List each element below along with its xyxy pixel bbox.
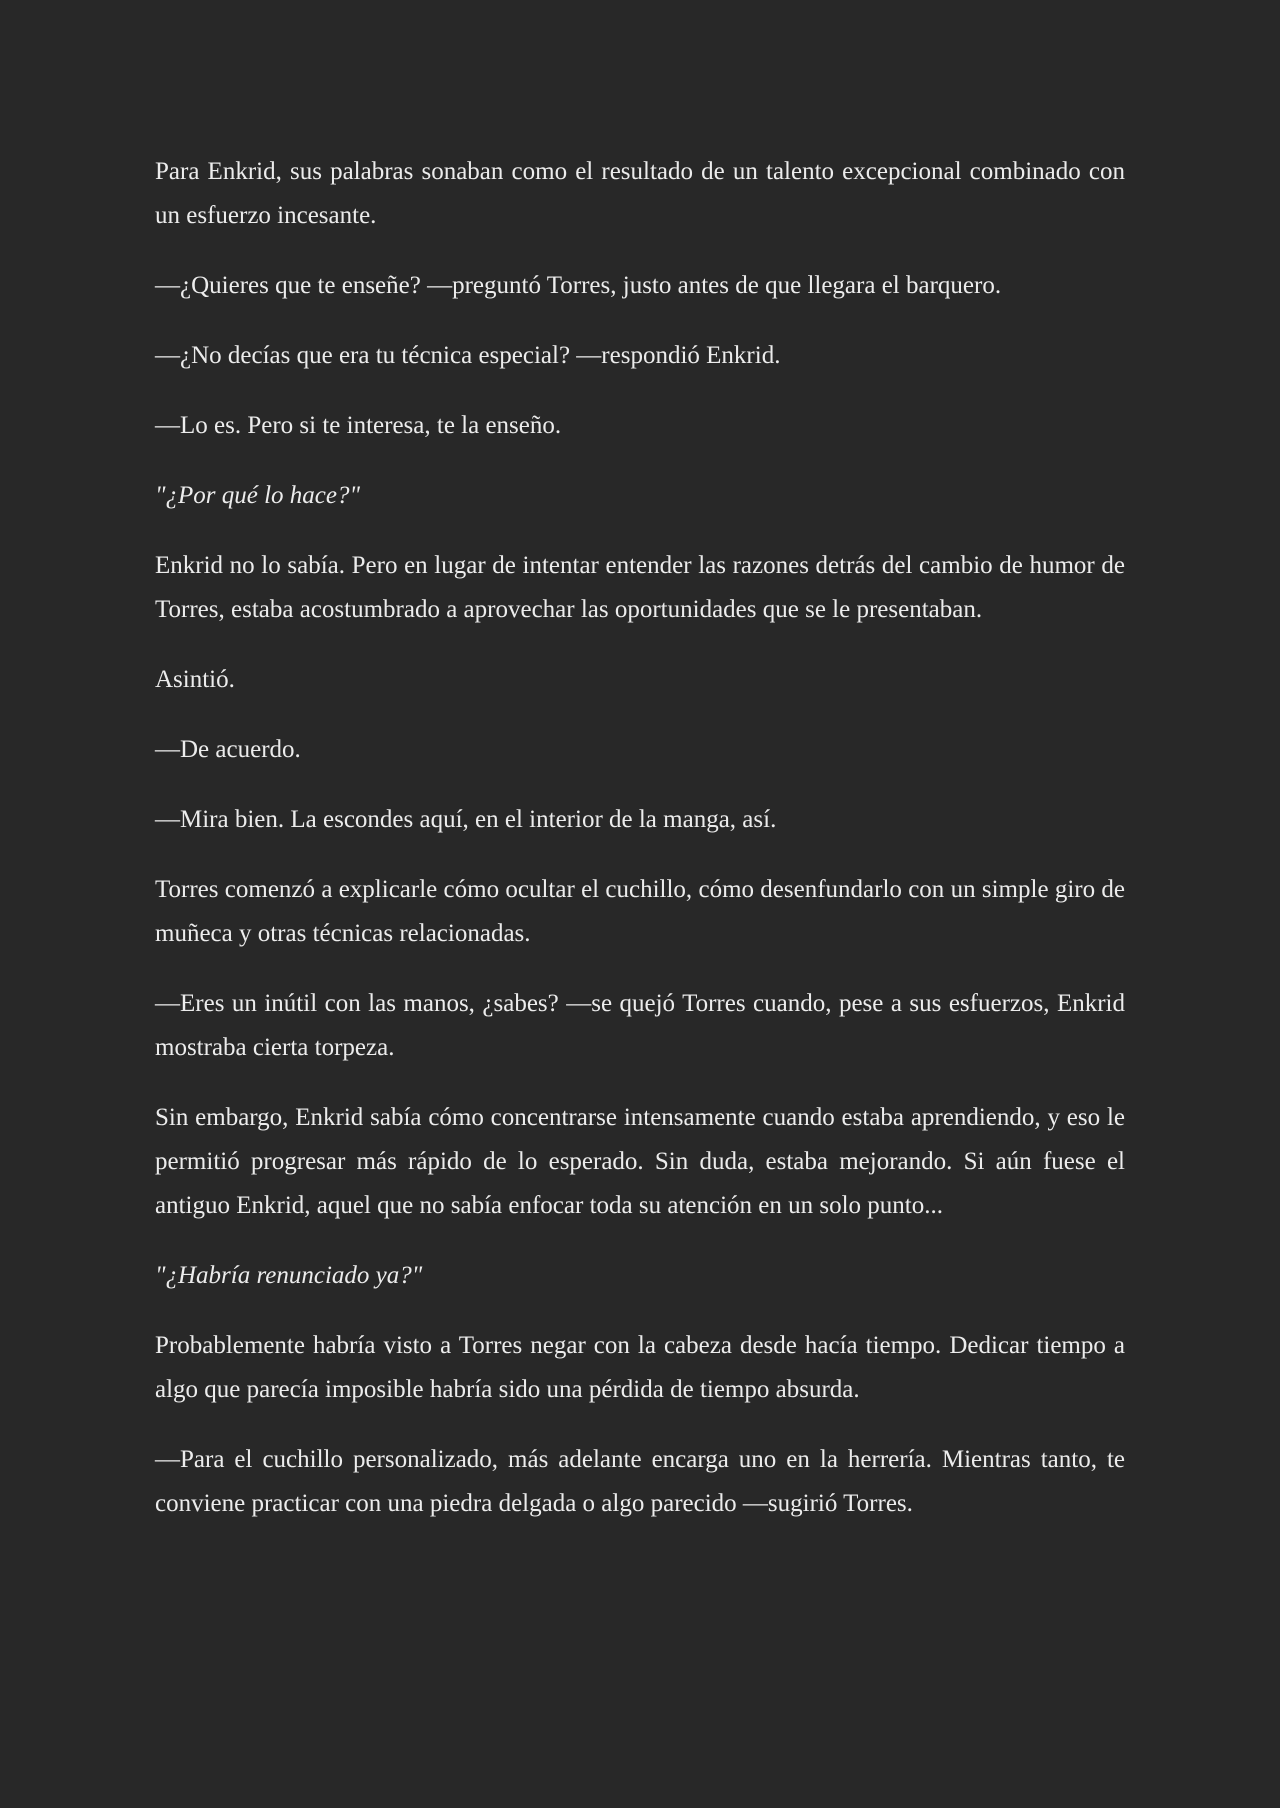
thought-paragraph: "¿Habría renunciado ya?" [155, 1262, 423, 1289]
dialogue-paragraph: —Para el cuchillo personalizado, más adelante encarga uno en la herrería. Mientras tanto, te conviene practicar con una piedra delgada o algo parecido —sugirió Torres. [155, 1446, 1125, 1517]
dialogue-paragraph: —Lo es. Pero si te interesa, te la enseño. [155, 412, 562, 439]
dialogue-paragraph: —De acuerdo. [155, 736, 301, 763]
thought-paragraph: "¿Por qué lo hace?" [155, 482, 360, 509]
reading-page [155, 150, 1125, 1552]
dialogue-paragraph: —¿Quieres que te enseñe? —preguntó Torres, justo antes de que llegara el barquero. [155, 272, 1002, 299]
dialogue-paragraph: —¿No decías que era tu técnica especial? —respondió Enkrid. [155, 342, 781, 369]
dialogue-paragraph: —Mira bien. La escondes aquí, en el interior de la manga, así. [155, 806, 777, 833]
paragraph: Para Enkrid, sus palabras sonaban como el resultado de un talento excepcional combinado con un esfuerzo incesante. [155, 158, 1125, 229]
paragraph: Probablemente habría visto a Torres negar con la cabeza desde hacía tiempo. Dedicar tiempo a algo que parecía imposible habría sido una pérdida de tiempo absurda. [155, 1332, 1125, 1403]
dialogue-paragraph: —Eres un inútil con las manos, ¿sabes? —se quejó Torres cuando, pese a sus esfuerzos, Enkrid mostraba cierta torpeza. [155, 990, 1125, 1061]
paragraph: Torres comenzó a explicarle cómo ocultar el cuchillo, cómo desenfundarlo con un simple giro de muñeca y otras técnicas relacionadas. [155, 876, 1125, 947]
paragraph: Sin embargo, Enkrid sabía cómo concentrarse intensamente cuando estaba aprendiendo, y eso le permitió progresar más rápido de lo esperado. Sin duda, estaba mejorando. Si aún fuese el antiguo Enkrid, aquel que no sabía enfocar toda su atención en un solo punto... [155, 1104, 1125, 1219]
paragraph: Enkrid no lo sabía. Pero en lugar de intentar entender las razones detrás del cambio de humor de Torres, estaba acostumbrado a aprovechar las oportunidades que se le presentaban. [155, 552, 1125, 623]
paragraph: Asintió. [155, 666, 235, 693]
